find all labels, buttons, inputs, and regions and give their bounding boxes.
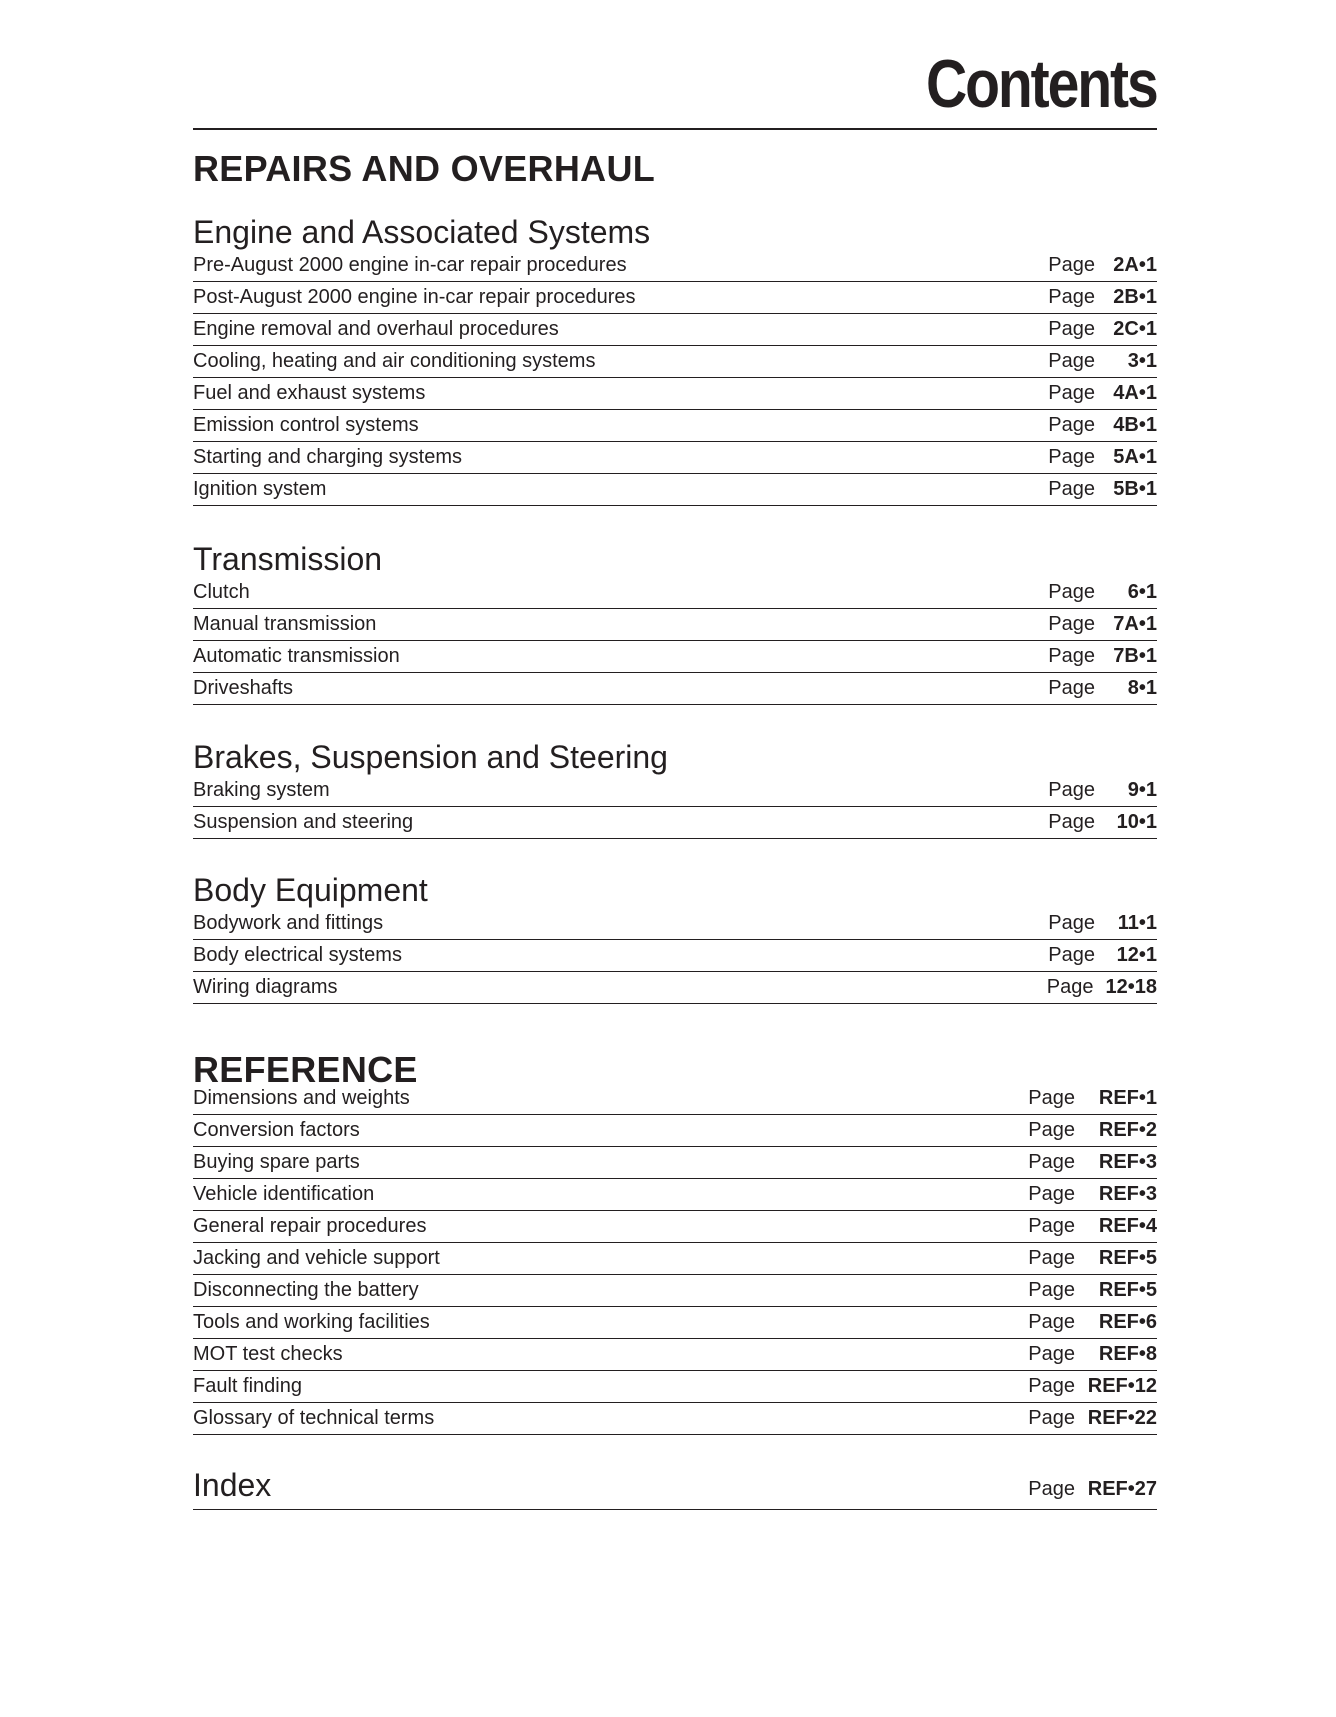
toc-row[interactable] bbox=[193, 1115, 1157, 1147]
toc-row-label: Manual transmission bbox=[193, 613, 377, 635]
toc-list-transmission bbox=[193, 577, 1157, 705]
page-word: Page bbox=[1048, 613, 1095, 635]
toc-page-number: 11•1 bbox=[1117, 912, 1157, 934]
page-word: Page bbox=[1028, 1215, 1075, 1237]
toc-row[interactable] bbox=[193, 378, 1157, 410]
toc-page-number: REF•12 bbox=[1087, 1375, 1157, 1397]
toc-row-label: Post-August 2000 engine in-car repair procedures bbox=[193, 286, 636, 308]
page-word: Page bbox=[1048, 478, 1095, 500]
toc-row-label: Braking system bbox=[193, 779, 330, 801]
toc-page-number: 2C•1 bbox=[1113, 318, 1157, 340]
page-word: Page bbox=[1028, 1311, 1075, 1333]
page-word: Page bbox=[1028, 1247, 1075, 1269]
toc-page-number: 4B•1 bbox=[1113, 414, 1157, 436]
page-word: Page bbox=[1028, 1375, 1075, 1397]
page-word: Page bbox=[1048, 645, 1095, 667]
page-word: Page bbox=[1028, 1407, 1075, 1429]
toc-row[interactable] bbox=[193, 1307, 1157, 1339]
toc-row[interactable] bbox=[193, 1243, 1157, 1275]
page-word: Page bbox=[1046, 976, 1094, 998]
page-title: Contents bbox=[926, 46, 1157, 122]
toc-row-label: Clutch bbox=[193, 581, 250, 603]
toc-row-label: General repair procedures bbox=[193, 1215, 427, 1237]
toc-page-number: 2B•1 bbox=[1113, 286, 1157, 308]
toc-row[interactable] bbox=[193, 807, 1157, 839]
toc-row[interactable] bbox=[193, 940, 1157, 972]
toc-row[interactable] bbox=[193, 410, 1157, 442]
toc-row[interactable] bbox=[193, 972, 1157, 1004]
toc-page-number: 12•1 bbox=[1116, 944, 1157, 966]
toc-row-label: Jacking and vehicle support bbox=[193, 1247, 440, 1269]
toc-row[interactable] bbox=[193, 282, 1157, 314]
section-title-transmission: Transmission bbox=[193, 541, 383, 577]
toc-row-label: Fuel and exhaust systems bbox=[193, 382, 426, 404]
toc-row[interactable] bbox=[193, 314, 1157, 346]
repairs-heading: REPAIRS AND OVERHAUL bbox=[193, 148, 656, 189]
toc-page-number: REF•5 bbox=[1098, 1247, 1157, 1269]
toc-page-number: REF•22 bbox=[1087, 1407, 1157, 1429]
toc-row[interactable] bbox=[193, 474, 1157, 506]
page-word: Page bbox=[1048, 286, 1095, 308]
page-word: Page bbox=[1048, 677, 1095, 699]
toc-page-number: REF•3 bbox=[1098, 1151, 1157, 1173]
index-label: Index bbox=[193, 1467, 272, 1503]
page-word: Page bbox=[1048, 318, 1095, 340]
toc-row[interactable] bbox=[193, 609, 1157, 641]
page-word: Page bbox=[1028, 1478, 1075, 1500]
toc-row[interactable] bbox=[193, 1371, 1157, 1403]
toc-page-number: REF•6 bbox=[1098, 1311, 1157, 1333]
toc-row-label: Automatic transmission bbox=[193, 645, 400, 667]
page-word: Page bbox=[1048, 382, 1095, 404]
toc-row-label: Pre-August 2000 engine in-car repair procedures bbox=[193, 254, 627, 276]
toc-page-number: 6•1 bbox=[1127, 581, 1157, 603]
toc-row[interactable] bbox=[193, 673, 1157, 705]
toc-row-label: MOT test checks bbox=[193, 1343, 343, 1365]
toc-page-number: 2A•1 bbox=[1113, 254, 1157, 276]
page-word: Page bbox=[1048, 944, 1095, 966]
toc-page-number: 10•1 bbox=[1116, 811, 1157, 833]
toc-row-label: Body electrical systems bbox=[193, 944, 402, 966]
toc-row-label: Conversion factors bbox=[193, 1119, 360, 1141]
section-title-engine: Engine and Associated Systems bbox=[193, 214, 651, 250]
toc-row-label: Glossary of technical terms bbox=[193, 1407, 435, 1429]
toc-row-label: Tools and working facilities bbox=[193, 1311, 430, 1333]
toc-row-label: Bodywork and fittings bbox=[193, 912, 384, 934]
toc-row[interactable] bbox=[193, 442, 1157, 474]
toc-row-label: Dimensions and weights bbox=[193, 1087, 410, 1109]
page-word: Page bbox=[1028, 1087, 1075, 1109]
toc-row[interactable] bbox=[193, 1339, 1157, 1371]
toc-row[interactable] bbox=[193, 1147, 1157, 1179]
toc-list-brakes bbox=[193, 775, 1157, 839]
toc-row[interactable] bbox=[193, 250, 1157, 282]
index-row[interactable] bbox=[193, 1464, 1157, 1510]
toc-row[interactable] bbox=[193, 1403, 1157, 1435]
toc-row-label: Starting and charging systems bbox=[193, 446, 463, 468]
toc-row-label: Vehicle identification bbox=[193, 1183, 375, 1205]
toc-page-number: REF•8 bbox=[1098, 1343, 1157, 1365]
toc-row[interactable] bbox=[193, 1211, 1157, 1243]
toc-page-number: 12•18 bbox=[1105, 976, 1157, 998]
page-word: Page bbox=[1028, 1279, 1075, 1301]
toc-row[interactable] bbox=[193, 1083, 1157, 1115]
toc-page-number: 3•1 bbox=[1127, 350, 1157, 372]
toc-page-number: 5B•1 bbox=[1113, 478, 1157, 500]
index-page-number: REF•27 bbox=[1087, 1478, 1157, 1500]
toc-page-number: 9•1 bbox=[1127, 779, 1157, 801]
toc-page-number: 8•1 bbox=[1127, 677, 1157, 699]
toc-page-number: REF•4 bbox=[1098, 1215, 1157, 1237]
toc-row[interactable] bbox=[193, 775, 1157, 807]
toc-row[interactable] bbox=[193, 641, 1157, 673]
toc-row-label: Engine removal and overhaul procedures bbox=[193, 318, 559, 340]
toc-row[interactable] bbox=[193, 346, 1157, 378]
toc-row-label: Buying spare parts bbox=[193, 1151, 360, 1173]
toc-list-reference bbox=[193, 1083, 1157, 1435]
page-word: Page bbox=[1028, 1183, 1075, 1205]
page-word: Page bbox=[1048, 581, 1095, 603]
page-word: Page bbox=[1048, 811, 1095, 833]
title-divider bbox=[193, 128, 1157, 130]
toc-row-label: Fault finding bbox=[193, 1375, 302, 1397]
page-word: Page bbox=[1048, 350, 1095, 372]
toc-page-number: 4A•1 bbox=[1113, 382, 1157, 404]
toc-row[interactable] bbox=[193, 1179, 1157, 1211]
toc-page-number: REF•1 bbox=[1098, 1087, 1157, 1109]
page-word: Page bbox=[1048, 414, 1095, 436]
toc-page-number: 5A•1 bbox=[1113, 446, 1157, 468]
toc-row[interactable] bbox=[193, 1275, 1157, 1307]
toc-row-label: Disconnecting the battery bbox=[193, 1279, 419, 1301]
page-word: Page bbox=[1048, 254, 1095, 276]
toc-page-number: 7B•1 bbox=[1113, 645, 1157, 667]
toc-row-label: Ignition system bbox=[193, 478, 327, 500]
toc-page-number: REF•5 bbox=[1098, 1279, 1157, 1301]
page-word: Page bbox=[1028, 1119, 1075, 1141]
toc-row-label: Emission control systems bbox=[193, 414, 419, 436]
section-title-brakes: Brakes, Suspension and Steering bbox=[193, 739, 668, 775]
toc-row-label: Cooling, heating and air conditioning systems bbox=[193, 350, 596, 372]
page-word: Page bbox=[1048, 446, 1095, 468]
toc-row[interactable] bbox=[193, 908, 1157, 940]
toc-page-number: REF•3 bbox=[1098, 1183, 1157, 1205]
toc-list-engine bbox=[193, 250, 1157, 506]
toc-row-label: Driveshafts bbox=[193, 677, 294, 699]
page-word: Page bbox=[1028, 1151, 1075, 1173]
toc-page-number: 7A•1 bbox=[1113, 613, 1157, 635]
toc-row-label: Suspension and steering bbox=[193, 811, 414, 833]
page-word: Page bbox=[1028, 1343, 1075, 1365]
toc-page-number: REF•2 bbox=[1098, 1119, 1157, 1141]
toc-row-label: Wiring diagrams bbox=[193, 976, 338, 998]
reference-heading: REFERENCE bbox=[193, 1049, 418, 1090]
toc-list-body bbox=[193, 908, 1157, 1004]
page-word: Page bbox=[1048, 779, 1095, 801]
section-title-body: Body Equipment bbox=[193, 872, 428, 908]
page-word: Page bbox=[1048, 912, 1095, 934]
toc-row[interactable] bbox=[193, 577, 1157, 609]
